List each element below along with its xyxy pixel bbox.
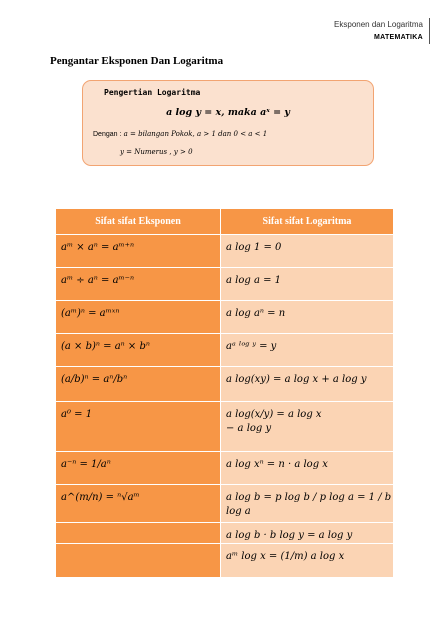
exponent-cell: aᵐ ÷ aⁿ = aᵐ⁻ⁿ [56, 268, 221, 301]
table-row [56, 235, 394, 268]
logarithm-cell: a log b · b log y = a log y [221, 523, 394, 544]
table-row [56, 301, 394, 334]
table-row [56, 334, 394, 367]
table-row [56, 523, 394, 544]
definition-line-base [93, 130, 267, 138]
exponent-cell: a^(m/n) = ⁿ√aᵐ [56, 485, 221, 523]
logarithm-cell: a log xⁿ = n · a log x [221, 452, 394, 485]
table-row [56, 485, 394, 523]
exponent-cell: a⁰ = 1 [56, 402, 221, 452]
logarithm-cell: a log 1 = 0 [221, 235, 394, 268]
table-row [56, 452, 394, 485]
table-header-row [56, 209, 394, 235]
properties-table [55, 208, 394, 578]
definition-title: Pengertian Logaritma [104, 88, 201, 97]
table-row [56, 544, 394, 578]
exponent-cell: (a × b)ⁿ = aⁿ × bⁿ [56, 334, 221, 367]
page-header [334, 18, 430, 44]
exponent-cell [56, 523, 221, 544]
exponent-cell: aᵐ × aⁿ = aᵐ⁺ⁿ [56, 235, 221, 268]
base-condition: a = bilangan Pokok, a > 1 dan 0 < a < 1 [123, 130, 268, 138]
table-row [56, 268, 394, 301]
header-logarithm: Sifat sifat Logaritma [221, 209, 394, 235]
logarithm-cell: a log(x/y) = a log x − a log y [221, 402, 394, 452]
definition-formula: a log y = x, maka aˣ = y [166, 107, 290, 118]
exponent-cell: a⁻ⁿ = 1/aⁿ [56, 452, 221, 485]
header-topic: Eksponen dan Logaritma [334, 20, 423, 29]
definition-box [82, 80, 374, 166]
logarithm-cell: a log b = p log b / p log a = 1 / b log a [221, 485, 394, 523]
table-row [56, 367, 394, 402]
logarithm-cell: aᵐ log x = (1/m) a log x [221, 544, 394, 578]
exponent-cell: (a/b)ⁿ = aⁿ/bⁿ [56, 367, 221, 402]
table-row [56, 402, 394, 452]
logarithm-cell: a log aⁿ = n [221, 301, 394, 334]
page-title: Pengantar Eksponen Dan Logaritma [50, 55, 224, 67]
exponent-cell: (aᵐ)ⁿ = aᵐˣⁿ [56, 301, 221, 334]
header-exponent: Sifat sifat Eksponen [56, 209, 221, 235]
definition-line-numerus: y = Numerus , y > 0 [120, 148, 193, 156]
header-subject: MATEMATIKA [373, 34, 423, 41]
dengan-label: Dengan : [93, 131, 122, 138]
logarithm-cell: a log a = 1 [221, 268, 394, 301]
logarithm-cell: aᵃ ˡᵒᵍ ʸ = y [221, 334, 394, 367]
logarithm-cell: a log(xy) = a log x + a log y [221, 367, 394, 402]
exponent-cell [56, 544, 221, 578]
